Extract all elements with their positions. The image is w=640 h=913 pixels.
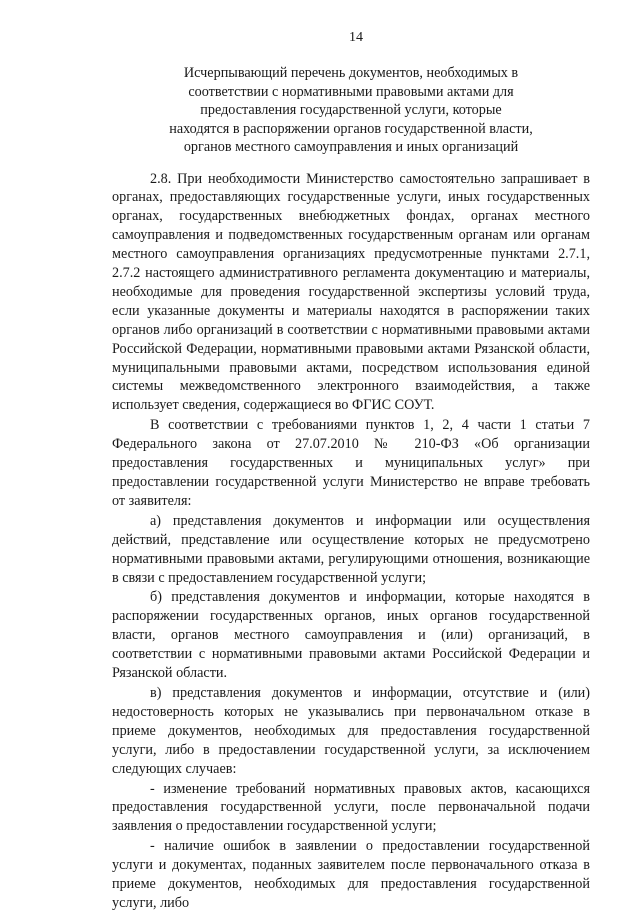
exception-item-1: - изменение требований нормативных правовых актов, касающихся предоставления государственной услуги, после первоначальной подачи заявления о предоставлении государственной услуги;	[112, 780, 590, 835]
heading-line: находятся в распоряжении органов государственной власти,	[169, 120, 533, 137]
heading-line: предоставления государственной услуги, которые	[200, 102, 502, 118]
section-heading	[112, 64, 590, 157]
page-number: 14	[349, 30, 363, 45]
heading-line: органов местного самоуправления и иных организаций	[183, 139, 519, 155]
heading-line: Исчерпывающий перечень документов, необходимых в	[183, 65, 519, 81]
paragraph-2-8: 2.8. При необходимости Министерство самостоятельно запрашивает в органах, предоставляющих государственные услуги, иных государственных органах, государственных внебюджетных фондах, органах местного самоуправления и подведомственных государственным органам или органам местного самоуправления организациях предусмотренные пунктами 2.7.1, 2.7.2 настоящего административного регламента документацию и материалы, необходимые для проведения государственной экспертизы условий труда, если указанные документы и материалы находятся в распоряжении таких органов либо организаций в соответствии с нормативными правовыми актами Российской Федерации, нормативными правовыми актами Рязанской области, муниципальными правовыми актами, посредством использования единой системы межведомственного электронного взаимодействия, а также использует сведения, содержащиеся во ФГИС СОУТ.	[112, 170, 590, 414]
paragraph-requirements: В соответствии с требованиями пунктов 1, 2, 4 части 1 статьи 7 Федерального закона от 27.07.2010 № 210-ФЗ «Об организации предоставления государственных и муниципальных услуг» при предоставлении государственной услуги Министерство не вправе требовать от заявителя:	[112, 417, 590, 509]
list-item-v: в) представления документов и информации, отсутствие и (или) недостоверность которых не указывались при первоначальном отказе в приеме документов, необходимых для предоставления государственной услуги, либо в предоставлении государственной услуги, за исключением следующих случаев:	[112, 684, 590, 777]
list-item-b: б) представления документов и информации, которые находятся в распоряжении государственных органов, иных органов государственной власти, органов местного самоуправления и (или) организаций, в соответствии с нормативными правовыми актами Российской Федерации и Рязанской области.	[112, 589, 590, 682]
exception-item-2: - наличие ошибок в заявлении о предоставлении государственной услуги и документах, поданных заявителем после первоначального отказа в приеме документов, необходимых для предоставления государственной услуги, либо	[112, 838, 590, 911]
heading-line: соответствии с нормативными правовыми актами для	[188, 83, 514, 100]
list-item-a: а) представления документов и информации или осуществления действий, представление или осуществление которых не предусмотрено нормативными правовыми актами, регулирующими отношения, возникающие в связи с предоставлением государственной услуги;	[112, 512, 590, 586]
